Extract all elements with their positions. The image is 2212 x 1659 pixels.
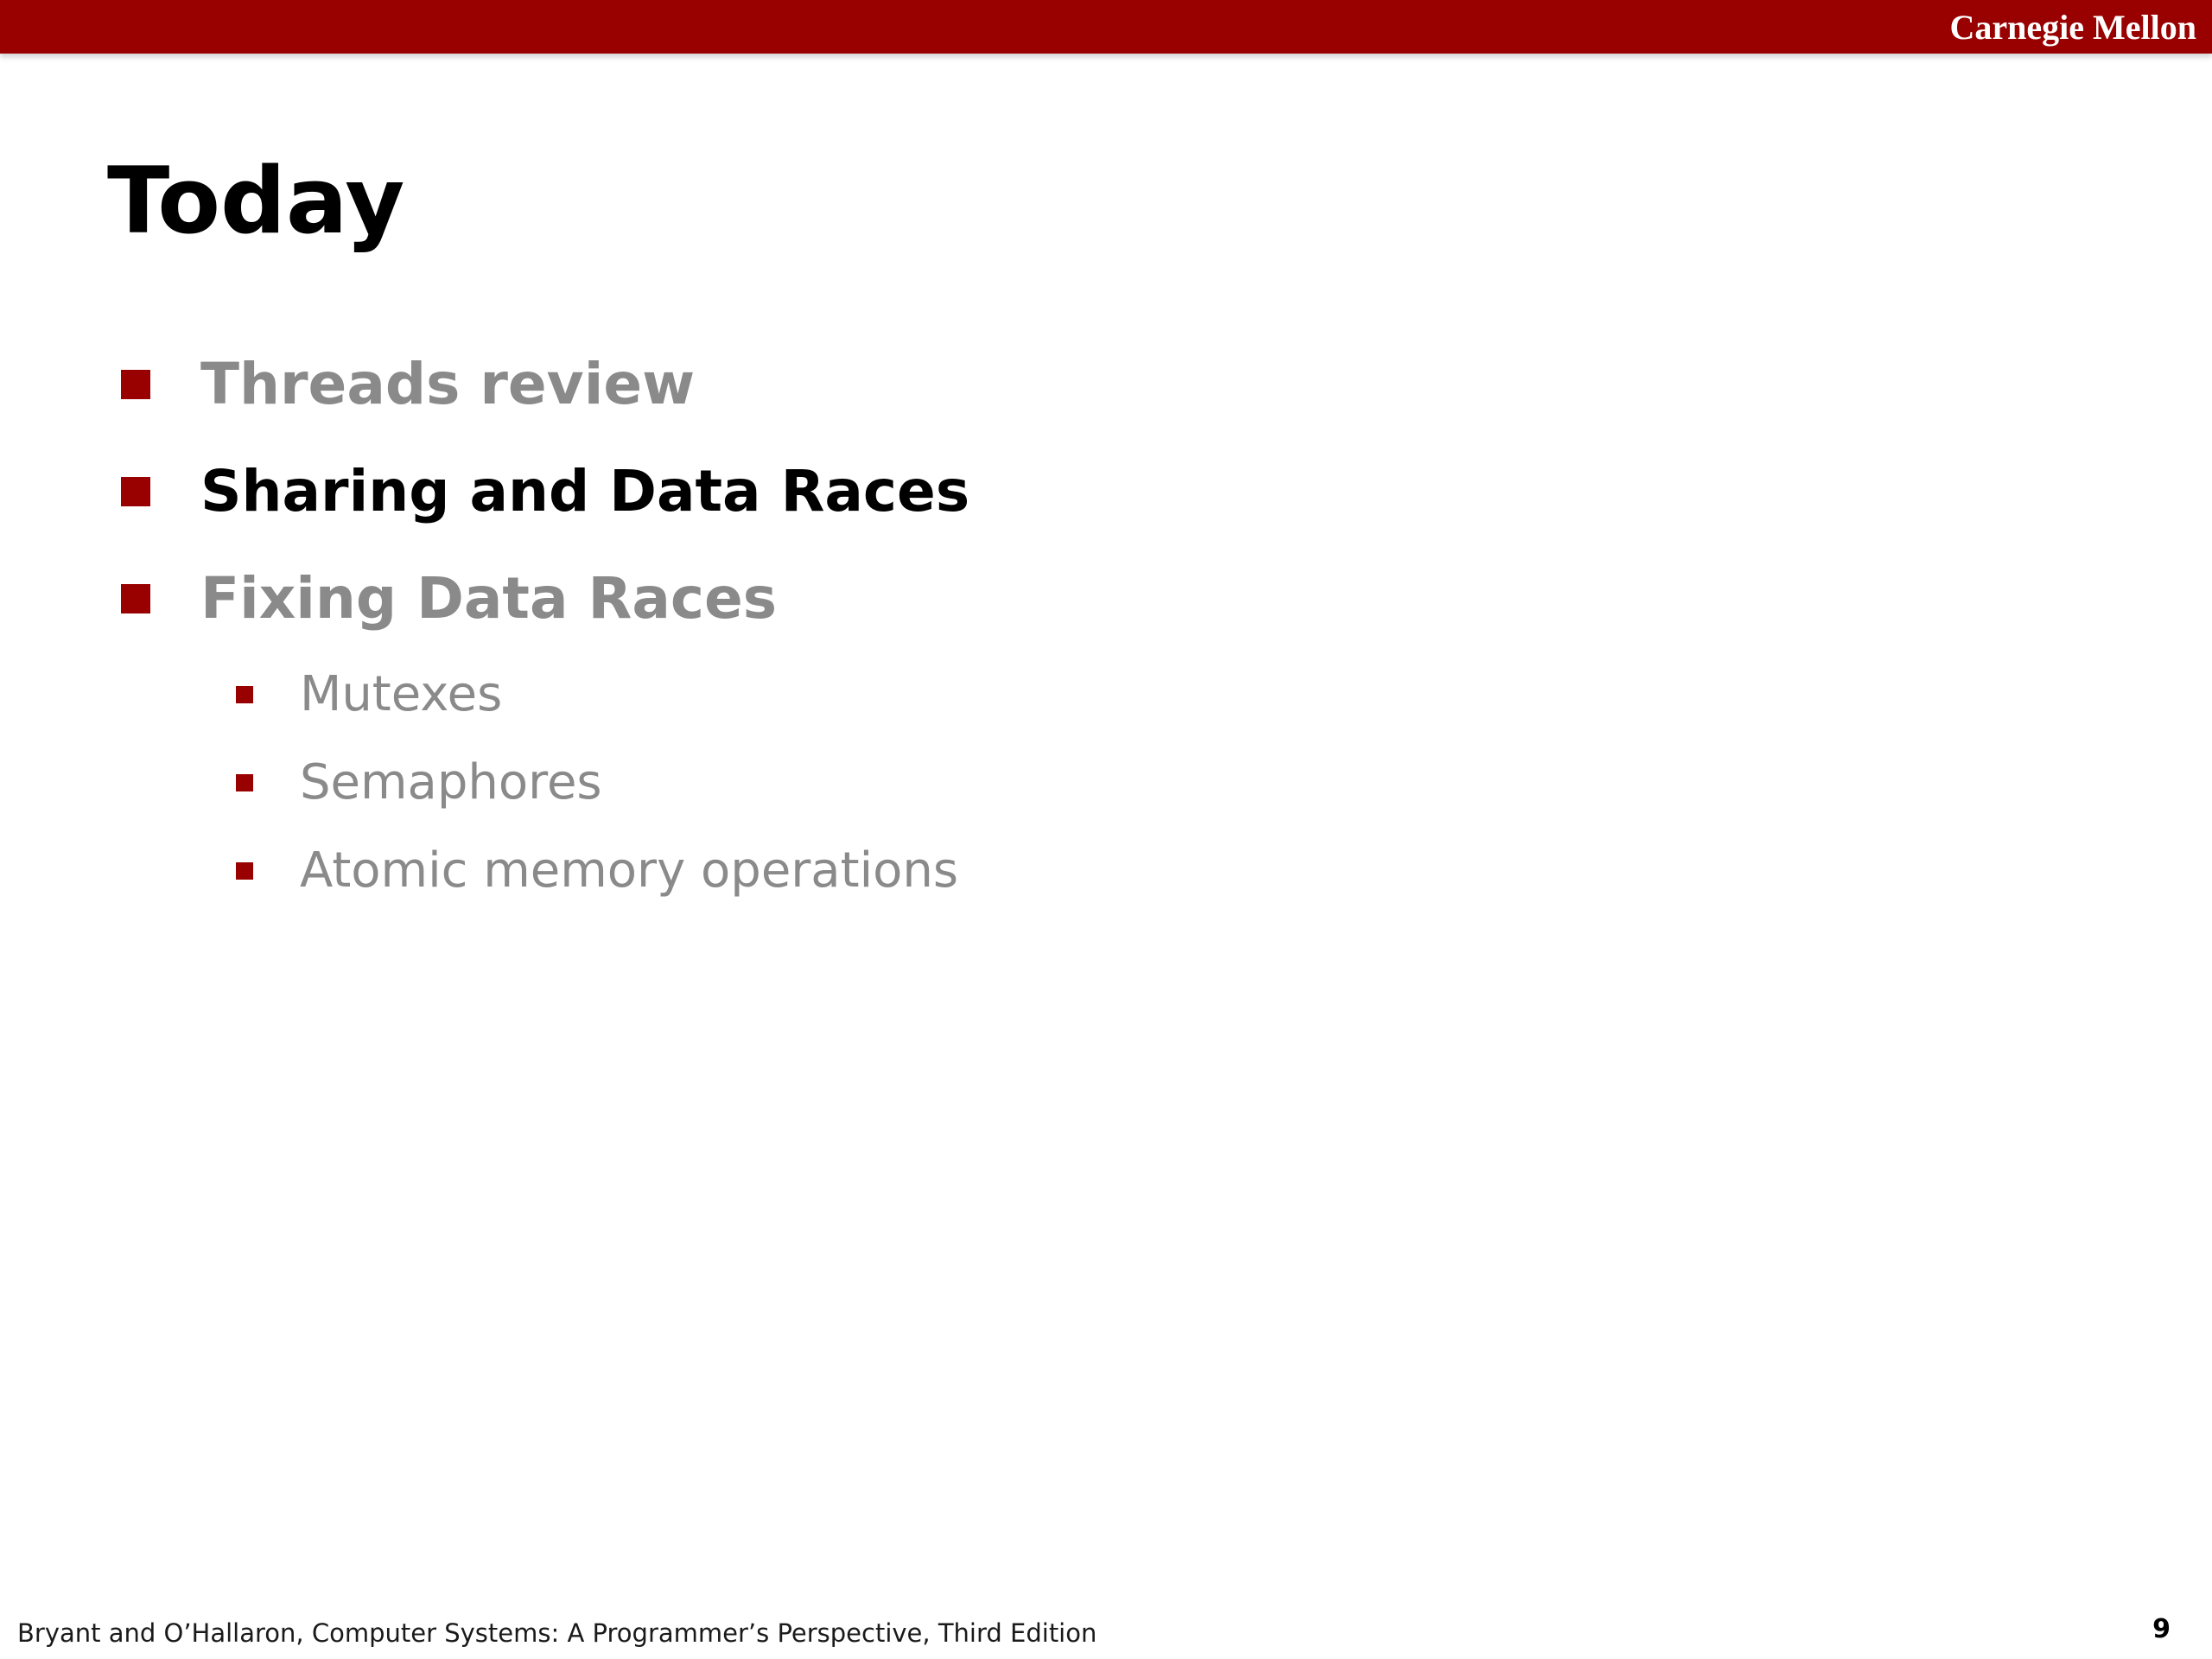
outline-subitem-atomic-memory-operations bbox=[236, 836, 958, 906]
square-bullet-icon bbox=[121, 477, 150, 506]
brand-logo-text: Carnegie Mellon bbox=[1949, 8, 2196, 47]
header-bar bbox=[0, 0, 2212, 54]
square-bullet-icon bbox=[121, 584, 150, 613]
outline-item-label: Sharing and Data Races bbox=[200, 458, 970, 524]
small-square-bullet-icon bbox=[236, 686, 253, 703]
outline-subitem-label: Mutexes bbox=[300, 666, 503, 722]
outline-subitem-label: Semaphores bbox=[300, 754, 602, 810]
outline-item-fixing-data-races bbox=[121, 560, 777, 638]
footer-credit: Bryant and O’Hallaron, Computer Systems: A Programmer’s Perspective, Third Edition bbox=[17, 1618, 1097, 1648]
small-square-bullet-icon bbox=[236, 862, 253, 880]
small-square-bullet-icon bbox=[236, 774, 253, 791]
outline-item-sharing-data-races bbox=[121, 453, 969, 531]
page-number: 9 bbox=[2152, 1614, 2171, 1644]
slide-title: Today bbox=[107, 148, 405, 254]
outline-subitem-label: Atomic memory operations bbox=[300, 842, 959, 899]
outline-item-label: Threads review bbox=[200, 351, 696, 417]
outline-item-label: Fixing Data Races bbox=[200, 565, 778, 632]
square-bullet-icon bbox=[121, 370, 150, 399]
outline-subitem-mutexes bbox=[236, 660, 502, 729]
outline-subitem-semaphores bbox=[236, 748, 602, 817]
outline-item-threads-review bbox=[121, 346, 695, 423]
